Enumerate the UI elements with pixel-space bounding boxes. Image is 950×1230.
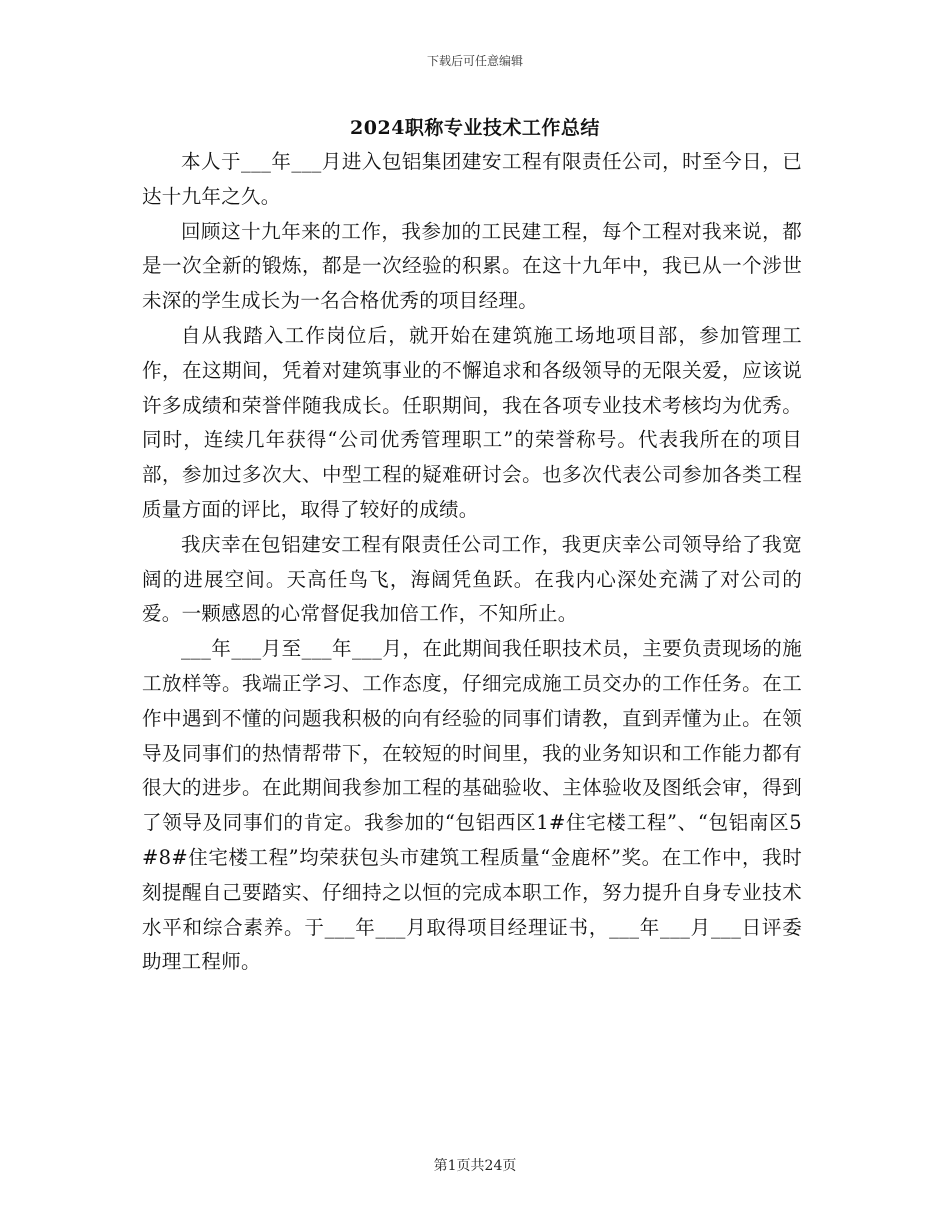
page-number: 第1页共24页 — [433, 1158, 517, 1174]
paragraph-2: 回顾这十九年来的工作，我参加的工民建工程，每个工程对我来说，都是一次全新的锻炼，都是一次经验的积累。在这十九年中，我已从一个涉世未深的学生成长为一名合格优秀的项目经理。 — [142, 219, 802, 313]
paragraph-4: 我庆幸在包铝建安工程有限责任公司工作，我更庆幸公司领导给了我宽阔的进展空间。天高任鸟飞，海阔凭鱼跃。在我内心深处充满了对公司的爱。一颗感恩的心常督促我加倍工作，不知所止。 — [142, 532, 802, 626]
paragraph-1: 本人于___年___月进入包铝集团建安工程有限责任公司，时至今日，已达十九年之久。 — [142, 150, 802, 208]
document-body — [142, 145, 802, 980]
document-title: 2024职称专业技术工作总结 — [350, 117, 600, 139]
paragraph-3: 自从我踏入工作岗位后，就开始在建筑施工场地项目部，参加管理工作，在这期间，凭着对建筑事业的不懈追求和各级领导的无限关爱，应该说许多成绩和荣誉伴随我成长。任职期间，我在各项专业技术考核均为优秀。同时，连续几年获得“公司优秀管理职工”的荣誉称号。代表我所在的项目部，参加过多次大、中型工程的疑难研讨会。也多次代表公司参加各类工程质量方面的评比，取得了较好的成绩。 — [142, 323, 802, 521]
page-header-note: 下载后可任意编辑 — [426, 54, 523, 68]
paragraph-5: ___年___月至___年___月，在此期间我任职技术员，主要负责现场的施工放样等。我端正学习、工作态度，仔细完成施工员交办的工作任务。在工作中遇到不懂的问题我积极的向有经验的同事们请教，直到弄懂为止。在领导及同事们的热情帮带下，在较短的时间里，我的业务知识和工作能力都有很大的进步。在此期间我参加工程的基础验收、主体验收及图纸会审，得到了领导及同事们的肯定。我参加的“包铝西区1#住宅楼工程”、“包铝南区5#8#住宅楼工程”均荣获包头市建筑工程质量“金鹿杯”奖。在工作中，我时刻提醒自己要踏实、仔细持之以恒的完成本职工作，努力提升自身专业技术水平和综合素养。于___年___月取得项目经理证书，___年___月___日评委助理工程师。 — [142, 637, 802, 974]
